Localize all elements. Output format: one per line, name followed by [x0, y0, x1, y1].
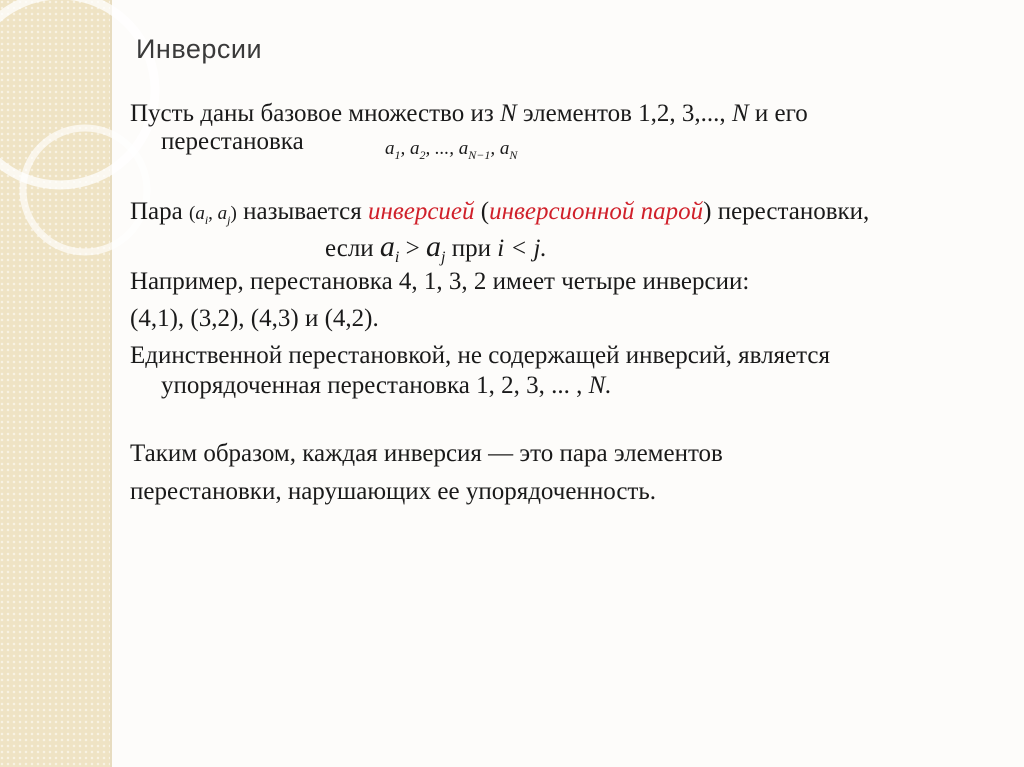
paragraph-intro-line1: Пусть даны базовое множество из N элементов 1,2, 3,..., N и его: [130, 100, 808, 127]
paragraph-intro-line2: перестановка: [161, 128, 304, 155]
paragraph-definition: Пара ($a_i$, $a_j$) называется инверсией (инверсионной парой) перестановки,: [130, 198, 870, 227]
slide-title: Инверсии: [136, 34, 263, 64]
paragraph-condition: если $a_i > a_j$ при i < j.: [325, 230, 547, 266]
paragraph-example: Например, перестановка 4, 1, 3, 2 имеет четыре инверсии:: [130, 268, 750, 295]
sequence-formula: $a_1$, $a_2$, ..., $a_{N-1}$, $a_N$: [385, 138, 518, 162]
term-inversion-pair: инверсионной парой: [489, 198, 704, 225]
paragraph-example-pairs: (4,1), (3,2), (4,3) и (4,2).: [130, 305, 379, 332]
term-inversion: инверсией: [367, 198, 475, 225]
paragraph-unique-line1: Единственной перестановкой, не содержащей инверсий, является: [130, 342, 830, 369]
paragraph-conclusion-line1: Таким образом, каждая инверсия — это пара элементов: [130, 440, 723, 467]
paragraph-unique-line2: упорядоченная перестановка 1, 2, 3, ... , N.: [161, 372, 612, 399]
paragraph-conclusion-line2: перестановки, нарушающих ее упорядоченность.: [130, 478, 656, 505]
